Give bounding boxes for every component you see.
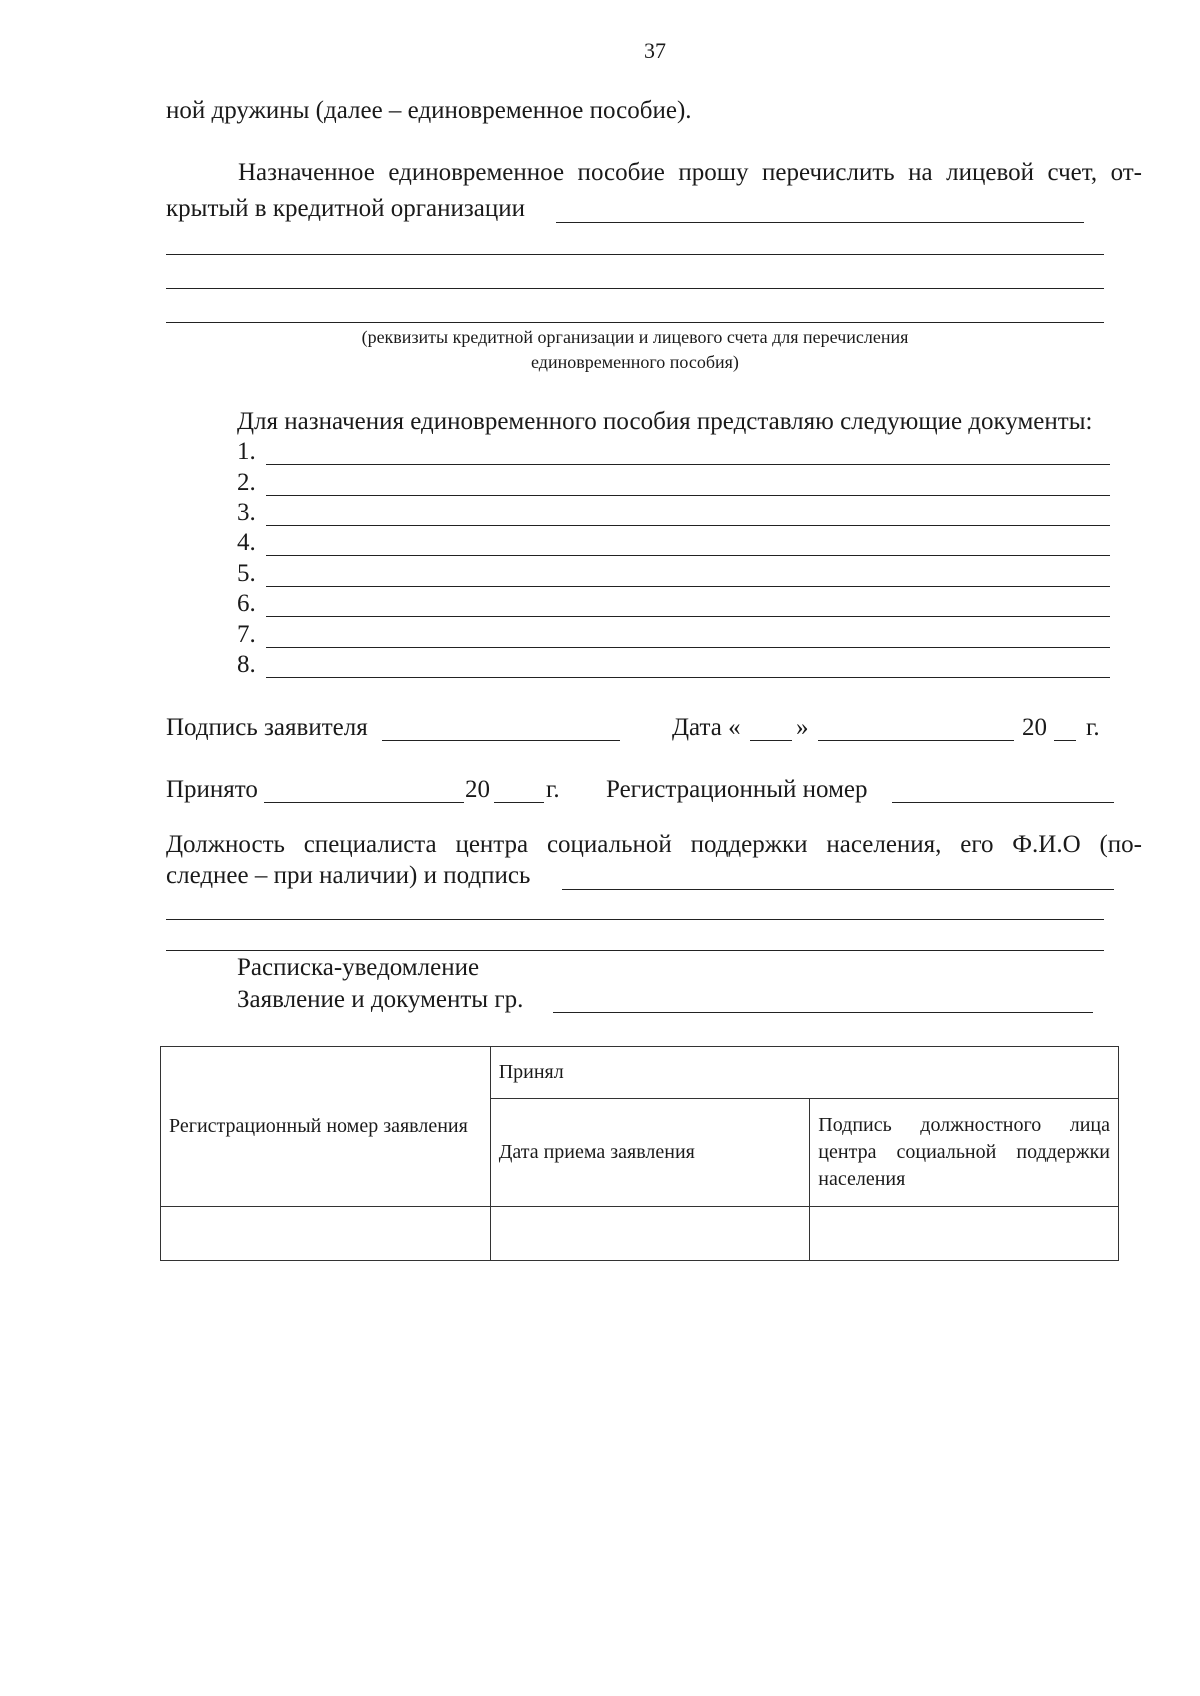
specialist-extra-line-2[interactable] bbox=[166, 950, 1104, 951]
document-item-number: 2. bbox=[237, 469, 256, 496]
document-item-line[interactable] bbox=[266, 464, 1110, 465]
document-item-number: 4. bbox=[237, 529, 256, 556]
date-header: Дата приема заявления bbox=[490, 1099, 810, 1207]
bank-details-line-1[interactable] bbox=[166, 254, 1104, 255]
specialist-signature-line[interactable] bbox=[562, 889, 1114, 890]
accepted-year-line[interactable] bbox=[494, 802, 544, 803]
transfer-request-line-a: Назначенное единовременное пособие прошу перечислить на лицевой счет, от- bbox=[238, 159, 1142, 186]
date-year-line[interactable] bbox=[1054, 740, 1076, 741]
receipt-title: Расписка-уведомление bbox=[237, 954, 480, 981]
registration-number-label: Регистрационный номер bbox=[606, 776, 868, 803]
page-number: 37 bbox=[644, 38, 666, 63]
reg-number-cell[interactable] bbox=[161, 1207, 491, 1261]
reg-number-header: Регистрационный номер заявления bbox=[161, 1047, 491, 1207]
specialist-line-a: Должность специалиста центра социальной поддержки населения, его Ф.И.О (по- bbox=[166, 831, 1142, 858]
transfer-request-line-b: крытый в кредитной организации bbox=[166, 195, 526, 222]
document-item-number: 5. bbox=[237, 560, 256, 587]
document-item-line[interactable] bbox=[266, 677, 1110, 678]
date-year-prefix: 20 bbox=[1022, 714, 1047, 741]
accepted-year-suffix: г. bbox=[546, 776, 560, 803]
document-item-number: 6. bbox=[237, 590, 256, 617]
document-item-line[interactable] bbox=[266, 555, 1110, 556]
document-item-number: 1. bbox=[237, 438, 256, 465]
accepted-date-line[interactable] bbox=[264, 802, 464, 803]
specialist-line-b: следнее – при наличии) и подпись bbox=[166, 862, 531, 889]
accepted-label: Принято bbox=[166, 776, 258, 803]
date-month-line[interactable] bbox=[818, 740, 1014, 741]
date-close-quote: » bbox=[796, 714, 809, 741]
bank-input-line[interactable] bbox=[556, 222, 1084, 223]
signature-cell[interactable] bbox=[810, 1207, 1119, 1261]
citizen-name-line[interactable] bbox=[553, 1012, 1093, 1013]
document-item-line[interactable] bbox=[266, 616, 1110, 617]
date-day-line[interactable] bbox=[750, 740, 792, 741]
date-label: Дата « bbox=[672, 714, 741, 741]
document-item-line[interactable] bbox=[266, 525, 1110, 526]
continuation-line: ной дружины (далее – единовременное пособие). bbox=[166, 97, 692, 124]
applicant-signature-label: Подпись заявителя bbox=[166, 714, 368, 741]
document-item-line[interactable] bbox=[266, 586, 1110, 587]
bank-details-line-2[interactable] bbox=[166, 288, 1104, 289]
receipt-docs-label: Заявление и документы гр. bbox=[237, 986, 524, 1013]
document-item-line[interactable] bbox=[266, 495, 1110, 496]
specialist-extra-line-1[interactable] bbox=[166, 919, 1104, 920]
applicant-signature-line[interactable] bbox=[382, 740, 620, 741]
date-cell[interactable] bbox=[490, 1207, 810, 1261]
date-year-suffix: г. bbox=[1086, 714, 1100, 741]
registration-number-line[interactable] bbox=[892, 802, 1114, 803]
documents-intro: Для назначения единовременного пособия представляю следующие документы: bbox=[237, 408, 1093, 435]
accepted-header: Принял bbox=[490, 1047, 1118, 1099]
signature-header: Подпись должностного лица центра социальной поддержки населения bbox=[810, 1099, 1119, 1207]
requisites-caption-b: единовременного пособия) bbox=[531, 352, 739, 372]
registration-table bbox=[160, 1046, 1119, 1261]
document-item-number: 3. bbox=[237, 499, 256, 526]
bank-details-line-3[interactable] bbox=[166, 322, 1104, 323]
document-item-number: 7. bbox=[237, 621, 256, 648]
document-item-number: 8. bbox=[237, 651, 256, 678]
document-item-line[interactable] bbox=[266, 647, 1110, 648]
accepted-year-prefix: 20 bbox=[465, 776, 490, 803]
requisites-caption-a: (реквизиты кредитной организации и лицевого счета для перечисления bbox=[361, 327, 909, 347]
